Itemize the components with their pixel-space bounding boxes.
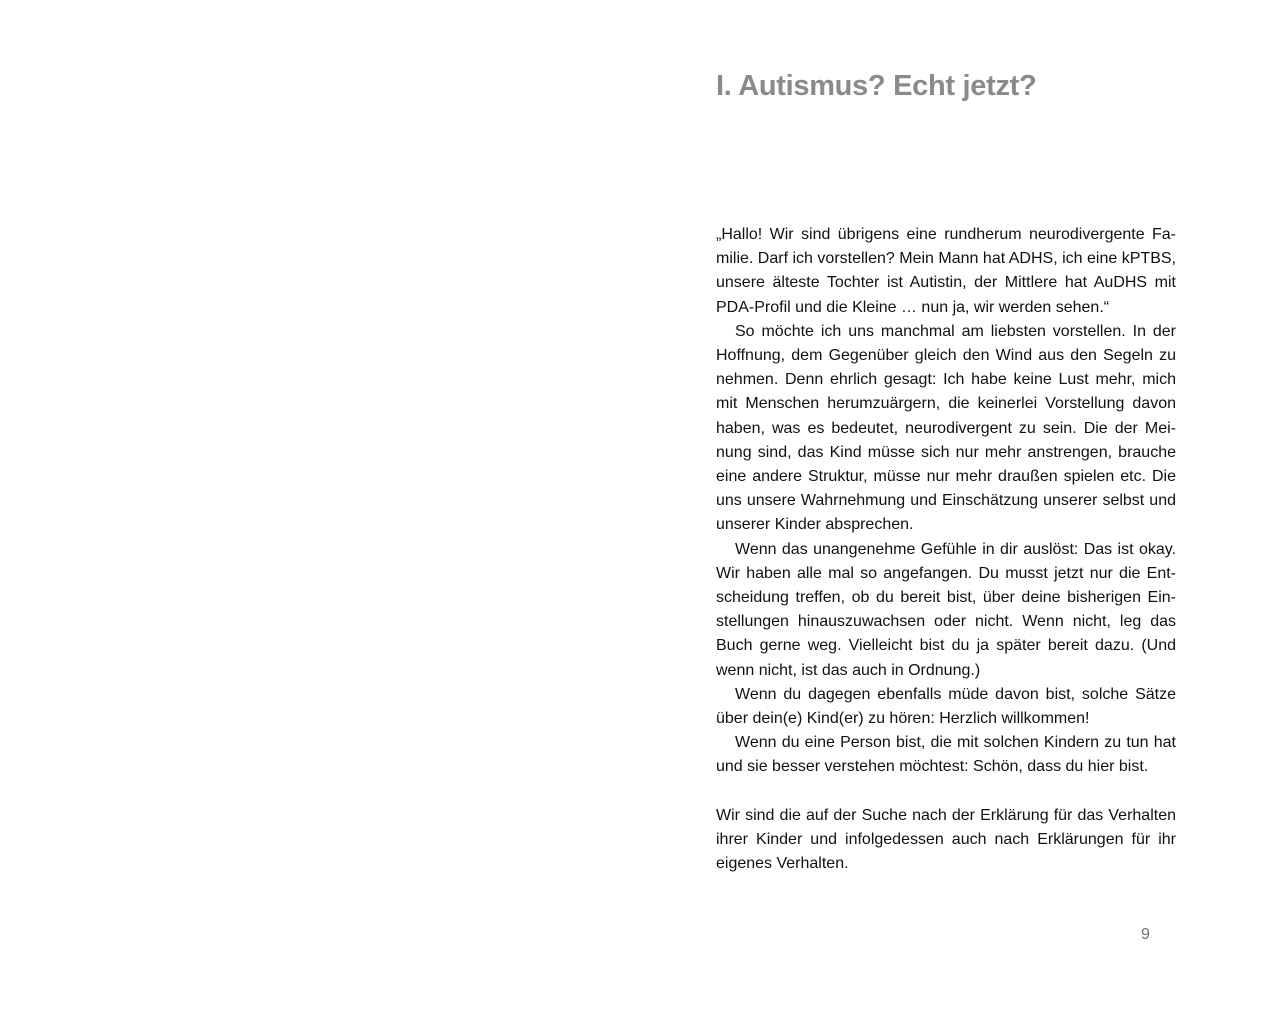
right-page <box>640 0 1280 1019</box>
paragraph: Wenn das unangenehme Gefühle in dir auslöst: Das ist okay. Wir haben alle mal so angefangen. Du musst jetzt nur die Entscheidung treffen, ob du bereit bist, über deine bisherigen Einstellungen hinauszuwachsen oder nicht. Wenn nicht, leg das Buch gerne weg. Vielleicht bist du ja später bereit dazu. (Und wenn nicht, ist das auch in Ordnung.) <box>716 540 1176 679</box>
paragraph: Wenn du dagegen ebenfalls müde davon bist, solche Sätze über dein(e) Kind(er) zu hören: Herzlich willkommen! <box>716 685 1176 728</box>
paragraph: Wir sind die auf der Suche nach der Erklärung für das Verhalten ihrer Kinder und infolgedessen auch nach Erklärungen für ihr eigenes Verhalten. <box>716 806 1176 873</box>
page-number: 9 <box>1141 926 1150 943</box>
chapter-body <box>716 223 1176 876</box>
paragraph-intro-quote: „Hallo! Wir sind übrigens eine rundherum neurodivergente Familie. Darf ich vorstellen? Mein Mann hat ADHS, ich eine kPTBS, unsere älteste Tochter ist Autistin, der Mittlere hat AuDHS mit PDA-Profil und die Kleine … nun ja, wir werden sehen.“ <box>716 226 1176 316</box>
paragraph: So möchte ich uns manchmal am liebsten vorstellen. In der Hoffnung, dem Gegenüber gleich den Wind aus den Segeln zu nehmen. Denn ehrlich gesagt: Ich habe keine Lust mehr, mich mit Menschen herumzuärgern, die keinerlei Vorstellung davon haben, was es bedeutet, neurodivergent zu sein. Die der Meinung sind, das Kind müsse sich nur mehr anstrengen, brauche eine andere Struktur, müsse nur mehr draußen spielen etc. Die uns unsere Wahrnehmung und Einschätzung unserer selbst und unserer Kinder absprechen. <box>716 322 1176 534</box>
paragraph: Wenn du eine Person bist, die mit solchen Kindern zu tun hat und sie besser verstehen möchtest: Schön, dass du hier bist. <box>716 734 1176 776</box>
chapter-title: I. Autismus? Echt jetzt? <box>716 70 1037 102</box>
